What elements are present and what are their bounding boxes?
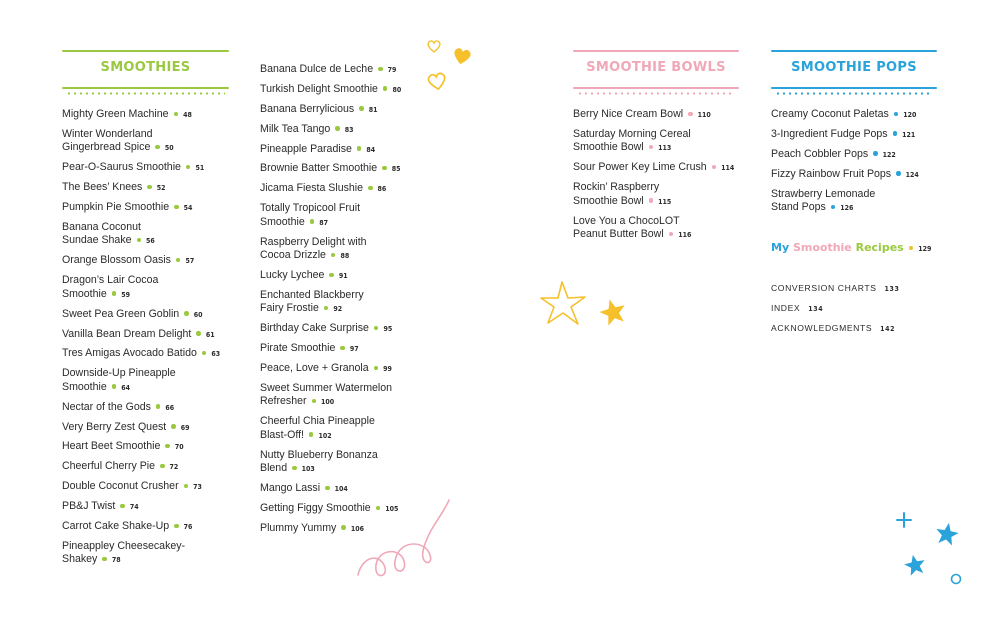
star-filled-icon (598, 297, 628, 327)
page-number: 126 (840, 204, 854, 213)
toc-entry (62, 367, 252, 395)
bowls-title: SMOOTHIE BOWLS (586, 60, 726, 75)
toc-entry (771, 108, 951, 123)
header-rule (62, 50, 229, 52)
toc-entry (62, 500, 252, 515)
bullet-dot (120, 504, 125, 509)
toc-entry (62, 328, 252, 343)
entry-title: Pineappley Cheesecakey- (62, 539, 186, 552)
page-number: 64 (121, 383, 131, 392)
bullet-dot (374, 326, 379, 331)
toc-entry (260, 449, 450, 477)
entry-title: Jicama Fiesta Slushie (260, 182, 364, 195)
entry-title: Rockin’ Raspberry (573, 181, 660, 194)
bullet-dot (171, 424, 176, 429)
entry-title: Dragon’s Lair Cocoa (62, 274, 159, 287)
entry-title: Getting Figgy Smoothie (260, 502, 371, 515)
page-number: 84 (366, 145, 376, 154)
entry-title: Love You a ChocoLOT (573, 214, 680, 227)
toc-entry (260, 289, 450, 317)
smoothies-title: SMOOTHIES (100, 60, 191, 75)
page-number: 133 (884, 285, 900, 293)
entry-title: Sour Power Key Lime Crush (573, 161, 707, 174)
page-number: 95 (383, 325, 393, 334)
page-number: 115 (658, 197, 672, 206)
header-dots (775, 92, 933, 95)
pops-title: SMOOTHIE POPS (791, 60, 917, 75)
toc-entry (573, 215, 753, 243)
pops-list (771, 108, 951, 221)
bullet-dot (357, 146, 362, 151)
header-dots (577, 92, 735, 95)
bullet-dot (340, 346, 345, 351)
toc-entry (573, 128, 753, 156)
entry-title: The Bees’ Knees (62, 181, 143, 194)
entry-title: Blend (260, 462, 288, 475)
bullet-dot (112, 291, 117, 296)
page-number: 88 (340, 252, 350, 261)
bullet-dot (325, 486, 330, 491)
toc-entry (771, 128, 951, 143)
entry-title: Sweet Summer Watermelon (260, 381, 393, 394)
my-smoothie-recipes (771, 241, 931, 254)
toc-entry (62, 274, 252, 302)
entry-title: Shakey (62, 553, 98, 566)
bowls-list (573, 108, 753, 248)
smoothies-list-col1 (62, 108, 252, 573)
page-number: 74 (129, 503, 139, 512)
page-number: 50 (164, 144, 174, 153)
entry-title: Nutty Blueberry Bonanza (260, 448, 378, 461)
my-word: My (771, 241, 793, 254)
bullet-dot (329, 273, 334, 278)
page-number: 60 (193, 310, 203, 319)
bullet-dot (165, 444, 170, 449)
bullet-dot (156, 404, 161, 409)
bullet-dot (831, 205, 836, 210)
page-number: 142 (880, 325, 896, 333)
toc-entry (62, 108, 252, 123)
entry-title: Fairy Frostie (260, 302, 319, 315)
header-rule (771, 50, 937, 52)
page-number: 102 (318, 431, 332, 440)
bowls-header (573, 50, 739, 92)
heart-filled-icon (451, 45, 473, 67)
entry-title: ACKNOWLEDGMENTS (771, 323, 873, 333)
bullet-dot (893, 131, 898, 136)
toc-entry (62, 308, 252, 323)
bullet-dot (335, 126, 340, 131)
entry-title: Orange Blossom Oasis (62, 254, 171, 267)
toc-entry (771, 148, 951, 163)
page-number: 103 (301, 465, 315, 474)
header-dots (66, 92, 225, 95)
toc-entry (260, 322, 450, 337)
toc-entry (260, 182, 450, 197)
page-number: 72 (169, 463, 179, 472)
bullet-dot (383, 86, 388, 91)
bullet-dot (196, 331, 201, 336)
bullet-dot (186, 165, 191, 170)
bullet-dot (909, 246, 914, 251)
entry-title: Nectar of the Gods (62, 400, 151, 413)
circle-icon (949, 572, 963, 586)
entry-title: Mango Lassi (260, 482, 321, 495)
toc-entry (260, 342, 450, 357)
page-number: 134 (808, 305, 824, 313)
toc-entry (260, 63, 450, 78)
smoothies-header (62, 50, 229, 92)
page-number: 97 (349, 345, 359, 354)
toc-entry (62, 520, 252, 535)
toc-entry (260, 382, 450, 410)
entry-title: Berry Nice Cream Bowl (573, 108, 684, 120)
bullet-dot (669, 232, 674, 237)
entry-title: Raspberry Delight with (260, 235, 367, 248)
page-number: 113 (658, 144, 672, 153)
page-number: 52 (156, 184, 166, 193)
entry-title: Mighty Green Machine (62, 108, 169, 120)
star-filled-icon (934, 521, 960, 547)
toc-entry (62, 181, 252, 196)
bullet-dot (184, 484, 189, 489)
page-number: 91 (338, 272, 348, 281)
entry-title: Saturday Morning Cereal (573, 127, 691, 140)
page-number: 80 (392, 85, 402, 94)
entry-title: Cocoa Drizzle (260, 249, 326, 262)
entry-title: Pirate Smoothie (260, 342, 336, 355)
bullet-dot (324, 306, 329, 311)
entry-title: Heart Beet Smoothie (62, 440, 161, 453)
entry-title: Double Coconut Crusher (62, 480, 179, 493)
bullet-dot (137, 238, 142, 243)
page-number: 114 (721, 164, 735, 173)
page-number: 104 (334, 485, 348, 494)
bullet-dot (341, 525, 346, 530)
toc-entry (62, 254, 252, 269)
page-number: 85 (391, 165, 401, 174)
entry-title: Peanut Butter Bowl (573, 228, 664, 241)
bullet-dot (102, 557, 107, 562)
toc-entry (260, 269, 450, 284)
page-number: 76 (183, 523, 193, 532)
toc-entry (260, 162, 450, 177)
page-number: 99 (383, 365, 392, 374)
toc-entry (62, 128, 252, 156)
back-matter-entry (771, 322, 900, 335)
toc-entry (62, 460, 252, 475)
heart-icon (426, 38, 442, 54)
page-number: 121 (902, 130, 916, 139)
entry-title: Refresher (260, 395, 307, 408)
entry-title: Peace, Love + Granola (260, 362, 369, 375)
entry-title: Plummy Yummy (260, 521, 337, 534)
entry-title: Banana Dulce de Leche (260, 63, 374, 75)
bullet-dot (382, 166, 387, 171)
page-number: 110 (697, 111, 711, 119)
bullet-dot (202, 351, 207, 356)
page-number: 92 (333, 305, 343, 314)
entry-title: Milk Tea Tango (260, 122, 331, 135)
back-matter-entry (771, 302, 900, 315)
back-matter-entry (771, 282, 900, 295)
bullet-dot (378, 67, 383, 72)
entry-title: Birthday Cake Surprise (260, 322, 369, 335)
page-number: 122 (882, 150, 896, 159)
recipes-word: Recipes (851, 241, 904, 254)
page-number: 54 (183, 204, 193, 213)
entry-title: Totally Tropicool Fruit (260, 202, 361, 215)
page-number: 66 (165, 403, 175, 412)
entry-title: Very Berry Zest Quest (62, 420, 167, 433)
entry-title: Creamy Coconut Paletas (771, 108, 889, 120)
page-number: 63 (211, 350, 221, 359)
page-number: 100 (321, 398, 335, 407)
page-number: 69 (180, 423, 190, 432)
bullet-dot (374, 366, 379, 371)
entry-title: Cheerful Chia Pineapple (260, 415, 375, 428)
toc-entry (260, 123, 450, 138)
page-number: 129 (918, 245, 932, 253)
entry-title: Banana Coconut (62, 220, 141, 233)
page-number: 87 (319, 218, 329, 227)
smoothies-list-col2 (260, 63, 450, 542)
heart-icon (426, 70, 448, 92)
toc-entry (62, 480, 252, 495)
entry-title: Banana Berrylicious (260, 102, 355, 115)
entry-title: Pineapple Paradise (260, 142, 352, 155)
toc-entry (62, 347, 252, 362)
page-number: 73 (193, 483, 202, 492)
toc-entry (260, 143, 450, 158)
bullet-dot (292, 466, 297, 471)
entry-title: Sweet Pea Green Goblin (62, 307, 180, 320)
entry-title: Gingerbread Spice (62, 141, 151, 154)
page-number: 59 (121, 290, 131, 299)
entry-title: Vanilla Bean Dream Delight (62, 327, 192, 340)
page-number: 51 (195, 164, 205, 173)
bullet-dot (309, 432, 314, 437)
page-number: 106 (350, 524, 364, 533)
entry-title: INDEX (771, 303, 801, 313)
bullet-dot (331, 253, 336, 258)
bullet-dot (310, 219, 315, 224)
entry-title: Sundae Shake (62, 234, 132, 247)
page-number: 116 (678, 231, 692, 240)
page-number: 105 (385, 505, 399, 514)
toc-entry (260, 83, 450, 98)
entry-title: Peach Cobbler Pops (771, 147, 869, 160)
header-rule (573, 87, 739, 89)
bullet-dot (174, 112, 179, 117)
entry-title: Enchanted Blackberry (260, 288, 364, 301)
page-number: 48 (183, 111, 192, 119)
toc-entry (62, 440, 252, 455)
page-number: 78 (111, 556, 121, 565)
bullet-dot (873, 151, 878, 156)
star-filled-icon (903, 553, 927, 577)
toc-entry (573, 161, 753, 176)
pops-header (771, 50, 937, 92)
entry-title: Pear-O-Saurus Smoothie (62, 161, 181, 174)
bullet-dot (359, 106, 364, 111)
entry-title: Smoothie (260, 215, 305, 228)
smoothie-word: Smoothie (792, 241, 852, 254)
back-matter-list (771, 282, 900, 342)
page-number: 57 (185, 257, 195, 266)
toc-entry (62, 421, 252, 436)
bullet-dot (894, 112, 899, 117)
entry-title: Blast-Off! (260, 428, 304, 441)
toc-entry (260, 202, 450, 230)
bullet-dot (155, 145, 160, 150)
bullet-dot (896, 171, 901, 176)
entry-title: Smoothie Bowl (573, 141, 644, 154)
toc-entry (260, 362, 450, 377)
bullet-dot (649, 198, 654, 203)
bullet-dot (688, 112, 693, 117)
toc-entry (62, 401, 252, 416)
header-rule (771, 87, 937, 89)
page-number: 56 (146, 237, 155, 246)
toc-entry (573, 108, 753, 123)
plus-icon (895, 511, 913, 529)
page-number: 124 (905, 170, 919, 179)
entry-title: Smoothie (62, 287, 107, 300)
bullet-dot (184, 311, 189, 316)
page-number: 120 (903, 111, 917, 119)
header-rule (573, 50, 739, 52)
entry-title: PB&J Twist (62, 500, 116, 513)
toc-entry (573, 181, 753, 209)
bullet-dot (174, 205, 179, 210)
bullet-dot (147, 185, 152, 190)
entry-title: Stand Pops (771, 201, 826, 214)
bullet-dot (712, 165, 717, 170)
entry-title: Pumpkin Pie Smoothie (62, 201, 170, 214)
bullet-dot (649, 145, 654, 150)
entry-title: Lucky Lychee (260, 269, 325, 282)
page-number: 83 (344, 125, 354, 134)
entry-title: Tres Amigas Avocado Batido (62, 347, 197, 360)
star-outline-icon (538, 278, 588, 328)
bullet-dot (312, 399, 317, 404)
header-rule (62, 87, 229, 89)
entry-title: Cheerful Cherry Pie (62, 460, 156, 473)
toc-entry (62, 540, 252, 568)
swirl-icon (352, 495, 462, 580)
toc-entry (771, 188, 951, 216)
bullet-dot (112, 384, 117, 389)
entry-title: Smoothie (62, 380, 107, 393)
toc-entry (260, 415, 450, 443)
toc-entry (260, 236, 450, 264)
entry-title: Brownie Batter Smoothie (260, 162, 378, 175)
entry-title: Fizzy Rainbow Fruit Pops (771, 167, 892, 180)
entry-title: Turkish Delight Smoothie (260, 82, 378, 95)
entry-title: Winter Wonderland (62, 127, 153, 140)
page-number: 79 (387, 66, 397, 74)
toc-entry (62, 201, 252, 216)
entry-title: Carrot Cake Shake-Up (62, 520, 170, 533)
toc-entry (62, 161, 252, 176)
page-number: 86 (377, 185, 387, 194)
bullet-dot (160, 464, 165, 469)
entry-title: Strawberry Lemonade (771, 187, 876, 200)
bullet-dot (368, 186, 373, 191)
page-number: 70 (174, 443, 184, 452)
bullet-dot (176, 258, 181, 263)
toc-entry (771, 168, 951, 183)
entry-title: Smoothie Bowl (573, 194, 644, 207)
page-number: 61 (205, 330, 215, 339)
bullet-dot (174, 524, 179, 529)
toc-entry (260, 103, 450, 118)
page-number: 81 (368, 105, 378, 114)
entry-title: Downside-Up Pineapple (62, 367, 176, 380)
entry-title: CONVERSION CHARTS (771, 283, 877, 293)
toc-entry (62, 221, 252, 249)
entry-title: 3-Ingredient Fudge Pops (771, 127, 888, 140)
